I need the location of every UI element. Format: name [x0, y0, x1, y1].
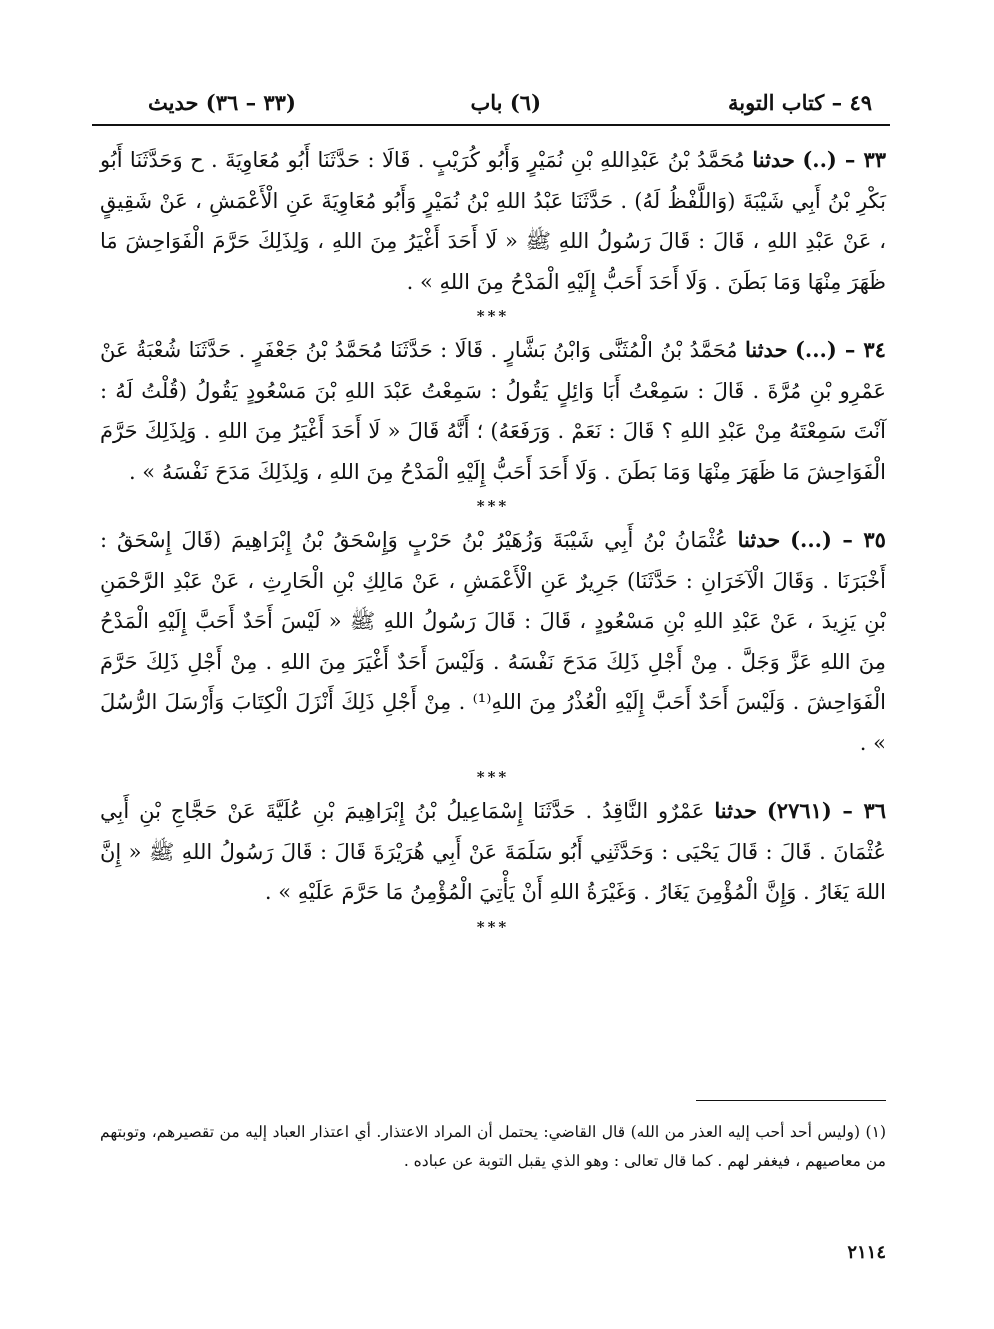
page-number: ٢١١٤: [847, 1242, 886, 1263]
main-text: [100, 140, 886, 941]
hadith-33: [100, 140, 886, 302]
section-separator: ***: [476, 497, 510, 515]
header-chapter-number: (٦) باب: [470, 90, 541, 115]
hadith-number: ٣٣ – (..): [802, 147, 886, 172]
hadith-36: [100, 791, 886, 913]
hadith-opener: حدثنا: [714, 798, 757, 823]
hadith-text: عَمْرٌو النَّاقِدُ . حَدَّثَنَا إِسْمَاعِيلُ بْنُ إِبْرَاهِيمَ بْنِ عُلَيَّةَ عَنْ حَجَّاجِ بْنِ أَبِي عُثْمَانَ . قَالَ : قَالَ يَحْيَى : وَحَدَّثَنِي أَبُو سَلَمَةَ عَنْ أَبِي هُرَيْرَةَ قَالَ : قَالَ رَسُولُ اللهِ ﷺ « إِنَّ اللهَ يَغَارُ . وَإِنَّ الْمُؤْمِنَ يَغَارُ . وَغَيْرَةُ اللهِ أَنْ يَأْتِيَ الْمُؤْمِنُ مَا حَرَّمَ عَلَيْهِ » .: [100, 799, 886, 904]
header-hadith-range: (٣٣ – ٣٦) حديث: [148, 90, 296, 115]
hadith-text: عُثْمَانُ بْنُ أَبِي شَيْبَةَ وَزُهَيْرُ بْنُ حَرْبٍ وَإِسْحَقُ بْنُ إِبْرَاهِيمَ (قَالَ إِسْحَقُ : أَخْبَرَنَا . وَقَالَ الْآخَرَانِ : حَدَّثَنَا) جَرِيرٌ عَنِ الْأَعْمَشِ ، عَنْ مَالِكِ بْنِ الْحَارِثِ ، عَنْ عَبْدِ الرَّحْمَنِ بْنِ يَزِيدَ ، عَنْ عَبْدِ اللهِ بْنِ مَسْعُودٍ ، قَالَ : قَالَ رَسُولُ اللهِ ﷺ « لَيْسَ أَحَدٌ أَحَبَّ إِلَيْهِ الْمَدْحُ مِنَ اللهِ عَزَّ وَجَلَّ . مِنْ أَجْلِ ذَلِكَ مَدَحَ نَفْسَهُ . وَلَيْسَ أَحَدٌ أَغْيَرَ مِنَ اللهِ . مِنْ أَجْلِ ذَلِكَ حَرَّمَ الْفَوَاحِشَ . وَلَيْسَ أَحَدٌ أَحَبَّ إِلَيْهِ الْعُذْرُ مِنَ اللهِ⁽¹⁾ . مِنْ أَجْلِ ذَلِكَ أَنْزَلَ الْكِتَابَ وَأَرْسَلَ الرُّسُلَ » .: [100, 528, 886, 755]
hadith-opener: حدثنا: [744, 337, 788, 362]
header-divider: [92, 124, 890, 126]
footnote-marker: (١): [865, 1123, 886, 1141]
running-header: [100, 86, 886, 122]
section-separator: ***: [476, 307, 510, 325]
hadith-34: [100, 330, 886, 492]
hadith-opener: حدثنا: [752, 147, 795, 172]
hadith-number: ٣٤ – (...): [794, 337, 886, 362]
footnote: [100, 1118, 886, 1176]
hadith-text: مُحَمَّدُ بْنُ عَبْدِاللهِ بْنِ نُمَيْرٍ وَأَبُو كُرَيْبٍ . قَالَا : حَدَّثَنَا أَبُو مُعَاوِيَةَ . ح وَحَدَّثَنَا أَبُو بَكْرِ بْنُ أَبِي شَيْبَةَ (وَاللَّفْظُ لَهُ) . حَدَّثَنَا عَبْدُ اللهِ بْنُ نُمَيْرٍ وَأَبُو مُعَاوِيَةَ عَنِ الْأَعْمَشِ ، عَنْ شَقِيقٍ ، عَنْ عَبْدِ اللهِ ، قَالَ : قَالَ رَسُولُ اللهِ ﷺ « لَا أَحَدَ أَغْيَرُ مِنَ اللهِ ، وَلِذَلِكَ حَرَّمَ الْفَوَاحِشَ مَا ظَهَرَ مِنْهَا وَمَا بَطَنَ . وَلَا أَحَدَ أَحَبُّ إِلَيْهِ الْمَدْحُ مِنَ اللهِ » .: [100, 148, 886, 294]
hadith-opener: حدثنا: [737, 527, 781, 552]
section-separator: ***: [476, 917, 510, 936]
hadith-number: ٣٥ – (...): [790, 527, 886, 552]
footnote-divider: [696, 1100, 886, 1101]
hadith-text: مُحَمَّدُ بْنُ الْمُثَنَّى وَابْنُ بَشَّارٍ . قَالَا : حَدَّثَنَا مُحَمَّدُ بْنُ جَعْفَرٍ . حَدَّثَنَا شُعْبَةُ عَنْ عَمْرِو بْنِ مُرَّةَ . قَالَ : سَمِعْتُ أَبَا وَائِلٍ يَقُولُ : سَمِعْتُ عَبْدَ اللهِ بْنَ مَسْعُودٍ يَقُولُ (قُلْتُ لَهُ : آنْتَ سَمِعْتَهُ مِنْ عَبْدِ اللهِ ؟ قَالَ : نَعَمْ . وَرَفَعَهُ) ؛ أَنَّهُ قَالَ « لَا أَحَدَ أَغْيَرُ مِنَ اللهِ . وَلِذَلِكَ حَرَّمَ الْفَوَاحِشَ مَا ظَهَرَ مِنْهَا وَمَا بَطَنَ . وَلَا أَحَدَ أَحَبُّ إِلَيْهِ الْمَدْحُ مِنَ اللهِ ، وَلِذَلِكَ مَدَحَ نَفْسَهُ » .: [100, 338, 886, 484]
hadith-number: ٣٦ – (٢٧٦١): [766, 798, 886, 823]
header-book-title: ٤٩ – كتاب التوبة: [727, 90, 872, 115]
hadith-35: [100, 520, 886, 763]
footnote-text: (وليس أحد أحب إليه العذر من الله) قال القاضي: يحتمل أن المراد الاعتذار. أي اعتذار العباد إليه من تقصيرهم، وتوبتهم من معاصيهم ، فيغفر لهم . كما قال تعالى : وهو الذي يقبل التوبة عن عباده .: [100, 1123, 886, 1170]
section-separator: ***: [476, 768, 510, 786]
